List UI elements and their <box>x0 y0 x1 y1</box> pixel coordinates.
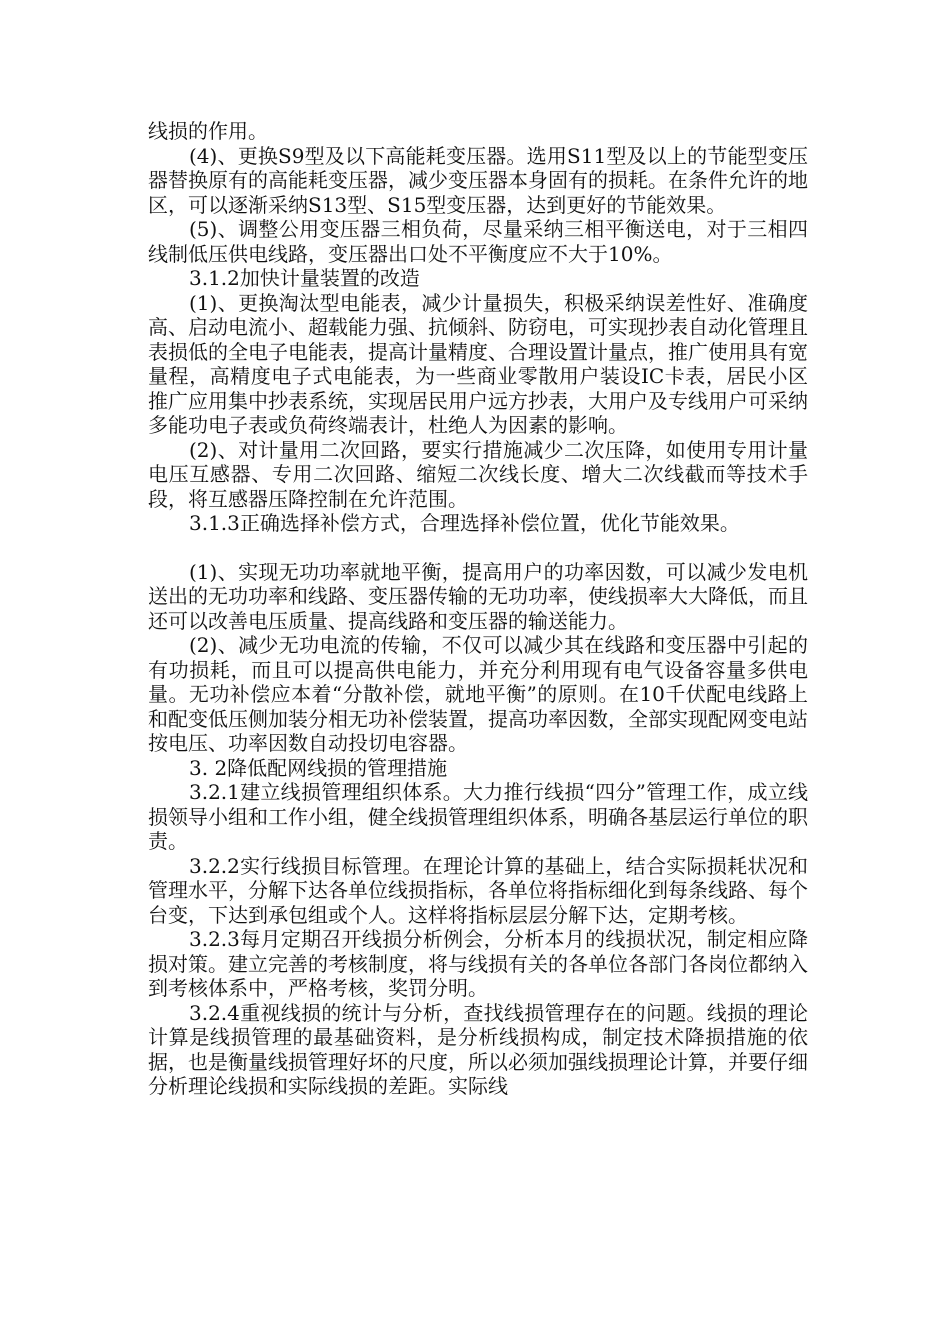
paragraph-reduce-reactive-current: (2)、减少无功电流的传输，不仅可以减少其在线路和变压器中引起的有功损耗，而且可以提高供电能力，并充分利用现有电气设备容量多供电量。无功补偿应本着“分散补偿，就地平衡”的原则。在10千伏配电线路上和配变低压侧加装分相无功补偿装置，提高功率因数，全部实现配网变电站按电压、功率因数自动投切电容器。 <box>148 633 808 755</box>
paragraph-line-loss-role: 线损的作用。 <box>148 119 268 143</box>
paragraph-three-phase-balance: (5)、调整公用变压器三相负荷，尽量采纳三相平衡送电，对于三相四线制低压供电线路，变压器出口处不平衡度应不大于10%。 <box>148 217 808 266</box>
document-page <box>148 119 808 1099</box>
paragraph-3-2-2: 3.2.2实行线损目标管理。在理论计算的基础上，结合实际损耗状况和管理水平，分解下达各单位线损指标，各单位将指标细化到每条线路、每个台变，下达到承包组或个人。这样将指标层层分解下达，定期考核。 <box>148 853 808 927</box>
paragraph-3-2-3: 3.2.3每月定期召开线损分析例会，分析本月的线损状况，制定相应降损对策。建立完善的考核制度，将与线损有关的各单位各部门各岗位都纳入到考核体系中，严格考核，奖罚分明。 <box>148 927 808 1000</box>
paragraph-reactive-power-balance: (1)、实现无功功率就地平衡，提高用户的功率因数，可以减少发电机送出的无功功率和线路、变压器传输的无功功率，使线损率大大降低，而且还可以改善电压质量、提高线路和变压器的输送能力。 <box>148 559 808 633</box>
paragraph-replace-s9-transformer: (4)、更换S9型及以下高能耗变压器。选用S11型及以上的节能型变压器替换原有的高能耗变压器，减少变压器本身固有的损耗。在条件允许的地区，可以逐渐采纳S13型、S15型变压器，达到更好的节能效果。 <box>148 143 808 217</box>
paragraph-replace-energy-meters: (1)、更换淘汰型电能表，减少计量损失，积极采纳误差性好、准确度高、启动电流小、超载能力强、抗倾斜、防窃电，可实现抄表自动化管理且表损低的全电子电能表，提高计量精度、合理设置计量点，推广使用具有宽量程，高精度电子式电能表，为一些商业零散用户装设IC卡表，居民小区推广应用集中抄表系统，实现居民用户远方抄表，大用户及专线用户可采纳多能功电子表或负荷终端表计，杜绝人为因素的影响。 <box>148 290 808 437</box>
paragraph-secondary-circuit: (2)、对计量用二次回路，要实行措施减少二次压降，如使用专用计量电压互感器、专用二次回路、缩短二次线长度、增大二次线截而等技术手段，将互感器压降控制在允许范围。 <box>148 437 808 511</box>
paragraph-3-2-1: 3.2.1建立线损管理组织体系。大力推行线损“四分”管理工作，成立线损领导小组和工作小组，健全线损管理组织体系，明确各基层运行单位的职责。 <box>148 780 808 853</box>
heading-3-1-2: 3.1.2加快计量装置的改造 <box>189 266 420 290</box>
paragraph-3-2-4: 3.2.4重视线损的统计与分析，查找线损管理存在的问题。线损的理论计算是线损管理的最基础资料，是分析线损构成，制定技术降损措施的依据，也是衡量线损管理好坏的尺度，所以必须加强线损理论计算，并要仔细分析理论线损和实际线损的差距。实际线 <box>148 1000 808 1098</box>
heading-3-2: 3. 2降低配网线损的管理措施 <box>189 755 448 780</box>
heading-3-1-3: 3.1.3正确选择补偿方式，合理选择补偿位置，优化节能效果。 <box>189 511 740 535</box>
